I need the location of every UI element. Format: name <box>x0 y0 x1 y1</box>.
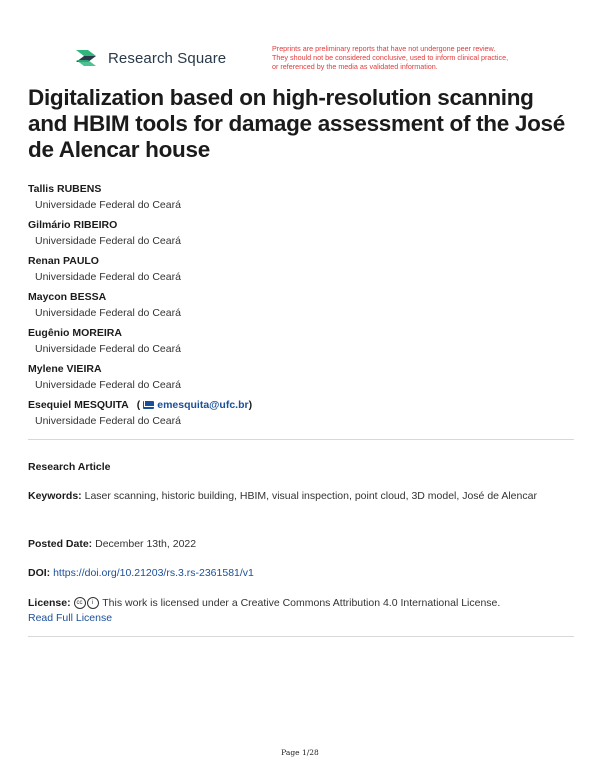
author-affiliation: Universidade Federal do Ceará <box>35 271 181 283</box>
creative-commons-icon: cc <box>74 597 86 609</box>
paper-title: Digitalization based on high-resolution scanning and HBIM tools for damage assessment of the José de Alencar house <box>28 85 565 162</box>
license-text: This work is licensed under a Creative Commons Attribution 4.0 International License. <box>102 597 501 609</box>
logo-research-text: Research <box>108 49 173 67</box>
logo-text <box>108 50 226 67</box>
author-entry <box>28 180 568 216</box>
doi-label: DOI: <box>28 567 51 579</box>
doi-link[interactable]: https://doi.org/10.21203/rs.3.rs-2361581/v1 <box>53 567 254 579</box>
author-name: Maycon BESSA <box>28 291 107 303</box>
author-name: Renan PAULO <box>28 255 99 267</box>
author-entry <box>28 396 568 432</box>
notice-line: Preprints are preliminary reports that have not undergone peer review. <box>272 44 496 53</box>
author-affiliation: Universidade Federal do Ceará <box>35 199 181 211</box>
author-affiliation: Universidade Federal do Ceará <box>35 415 181 427</box>
divider <box>28 636 574 637</box>
article-type: Research Article <box>28 461 111 473</box>
author-affiliation: Universidade Federal do Ceará <box>35 307 181 319</box>
notice-line: or referenced by the media as validated information. <box>272 62 438 71</box>
author-affiliation: Universidade Federal do Ceará <box>35 343 181 355</box>
license <box>28 596 568 626</box>
research-square-logo[interactable] <box>74 47 226 69</box>
keywords-text: Laser scanning, historic building, HBIM, visual inspection, point cloud, 3D model, José de Alencar <box>84 490 537 502</box>
divider <box>28 439 574 440</box>
read-full-license-link[interactable]: Read Full License <box>28 612 113 624</box>
author-entry <box>28 288 568 324</box>
posted-date-value: December 13th, 2022 <box>95 538 197 550</box>
author-entry <box>28 360 568 396</box>
logo-square-text: Square <box>177 49 227 67</box>
author-affiliation: Universidade Federal do Ceará <box>35 379 181 391</box>
research-square-logo-icon <box>74 47 102 69</box>
doi <box>28 566 568 581</box>
author-entry <box>28 324 568 360</box>
license-label: License: <box>28 597 71 609</box>
author-email-link[interactable]: emesquita@ufc.br <box>157 399 249 411</box>
email-wrapper: ( emesquita@ufc.br) <box>136 399 253 411</box>
author-entry <box>28 216 568 252</box>
author-name: Esequiel MESQUITA <box>28 399 129 411</box>
attribution-icon: i <box>87 597 99 609</box>
author-entry <box>28 252 568 288</box>
author-affiliation: Universidade Federal do Ceará <box>35 235 181 247</box>
keywords <box>28 489 568 504</box>
posted-date <box>28 537 568 552</box>
page-number: Page 1/28 <box>281 748 319 757</box>
author-name: Mylene VIEIRA <box>28 363 102 375</box>
author-list <box>28 180 568 432</box>
author-name: Gilmário RIBEIRO <box>28 219 118 231</box>
author-name: Tallis RUBENS <box>28 183 102 195</box>
notice-line: They should not be considered conclusive, used to inform clinical practice, <box>272 53 509 62</box>
keywords-label: Keywords: <box>28 490 82 502</box>
posted-date-label: Posted Date: <box>28 538 93 550</box>
author-name: Eugênio MOREIRA <box>28 327 122 339</box>
envelope-icon <box>143 401 154 409</box>
preprint-notice <box>272 44 544 71</box>
author-name-row <box>28 396 568 414</box>
